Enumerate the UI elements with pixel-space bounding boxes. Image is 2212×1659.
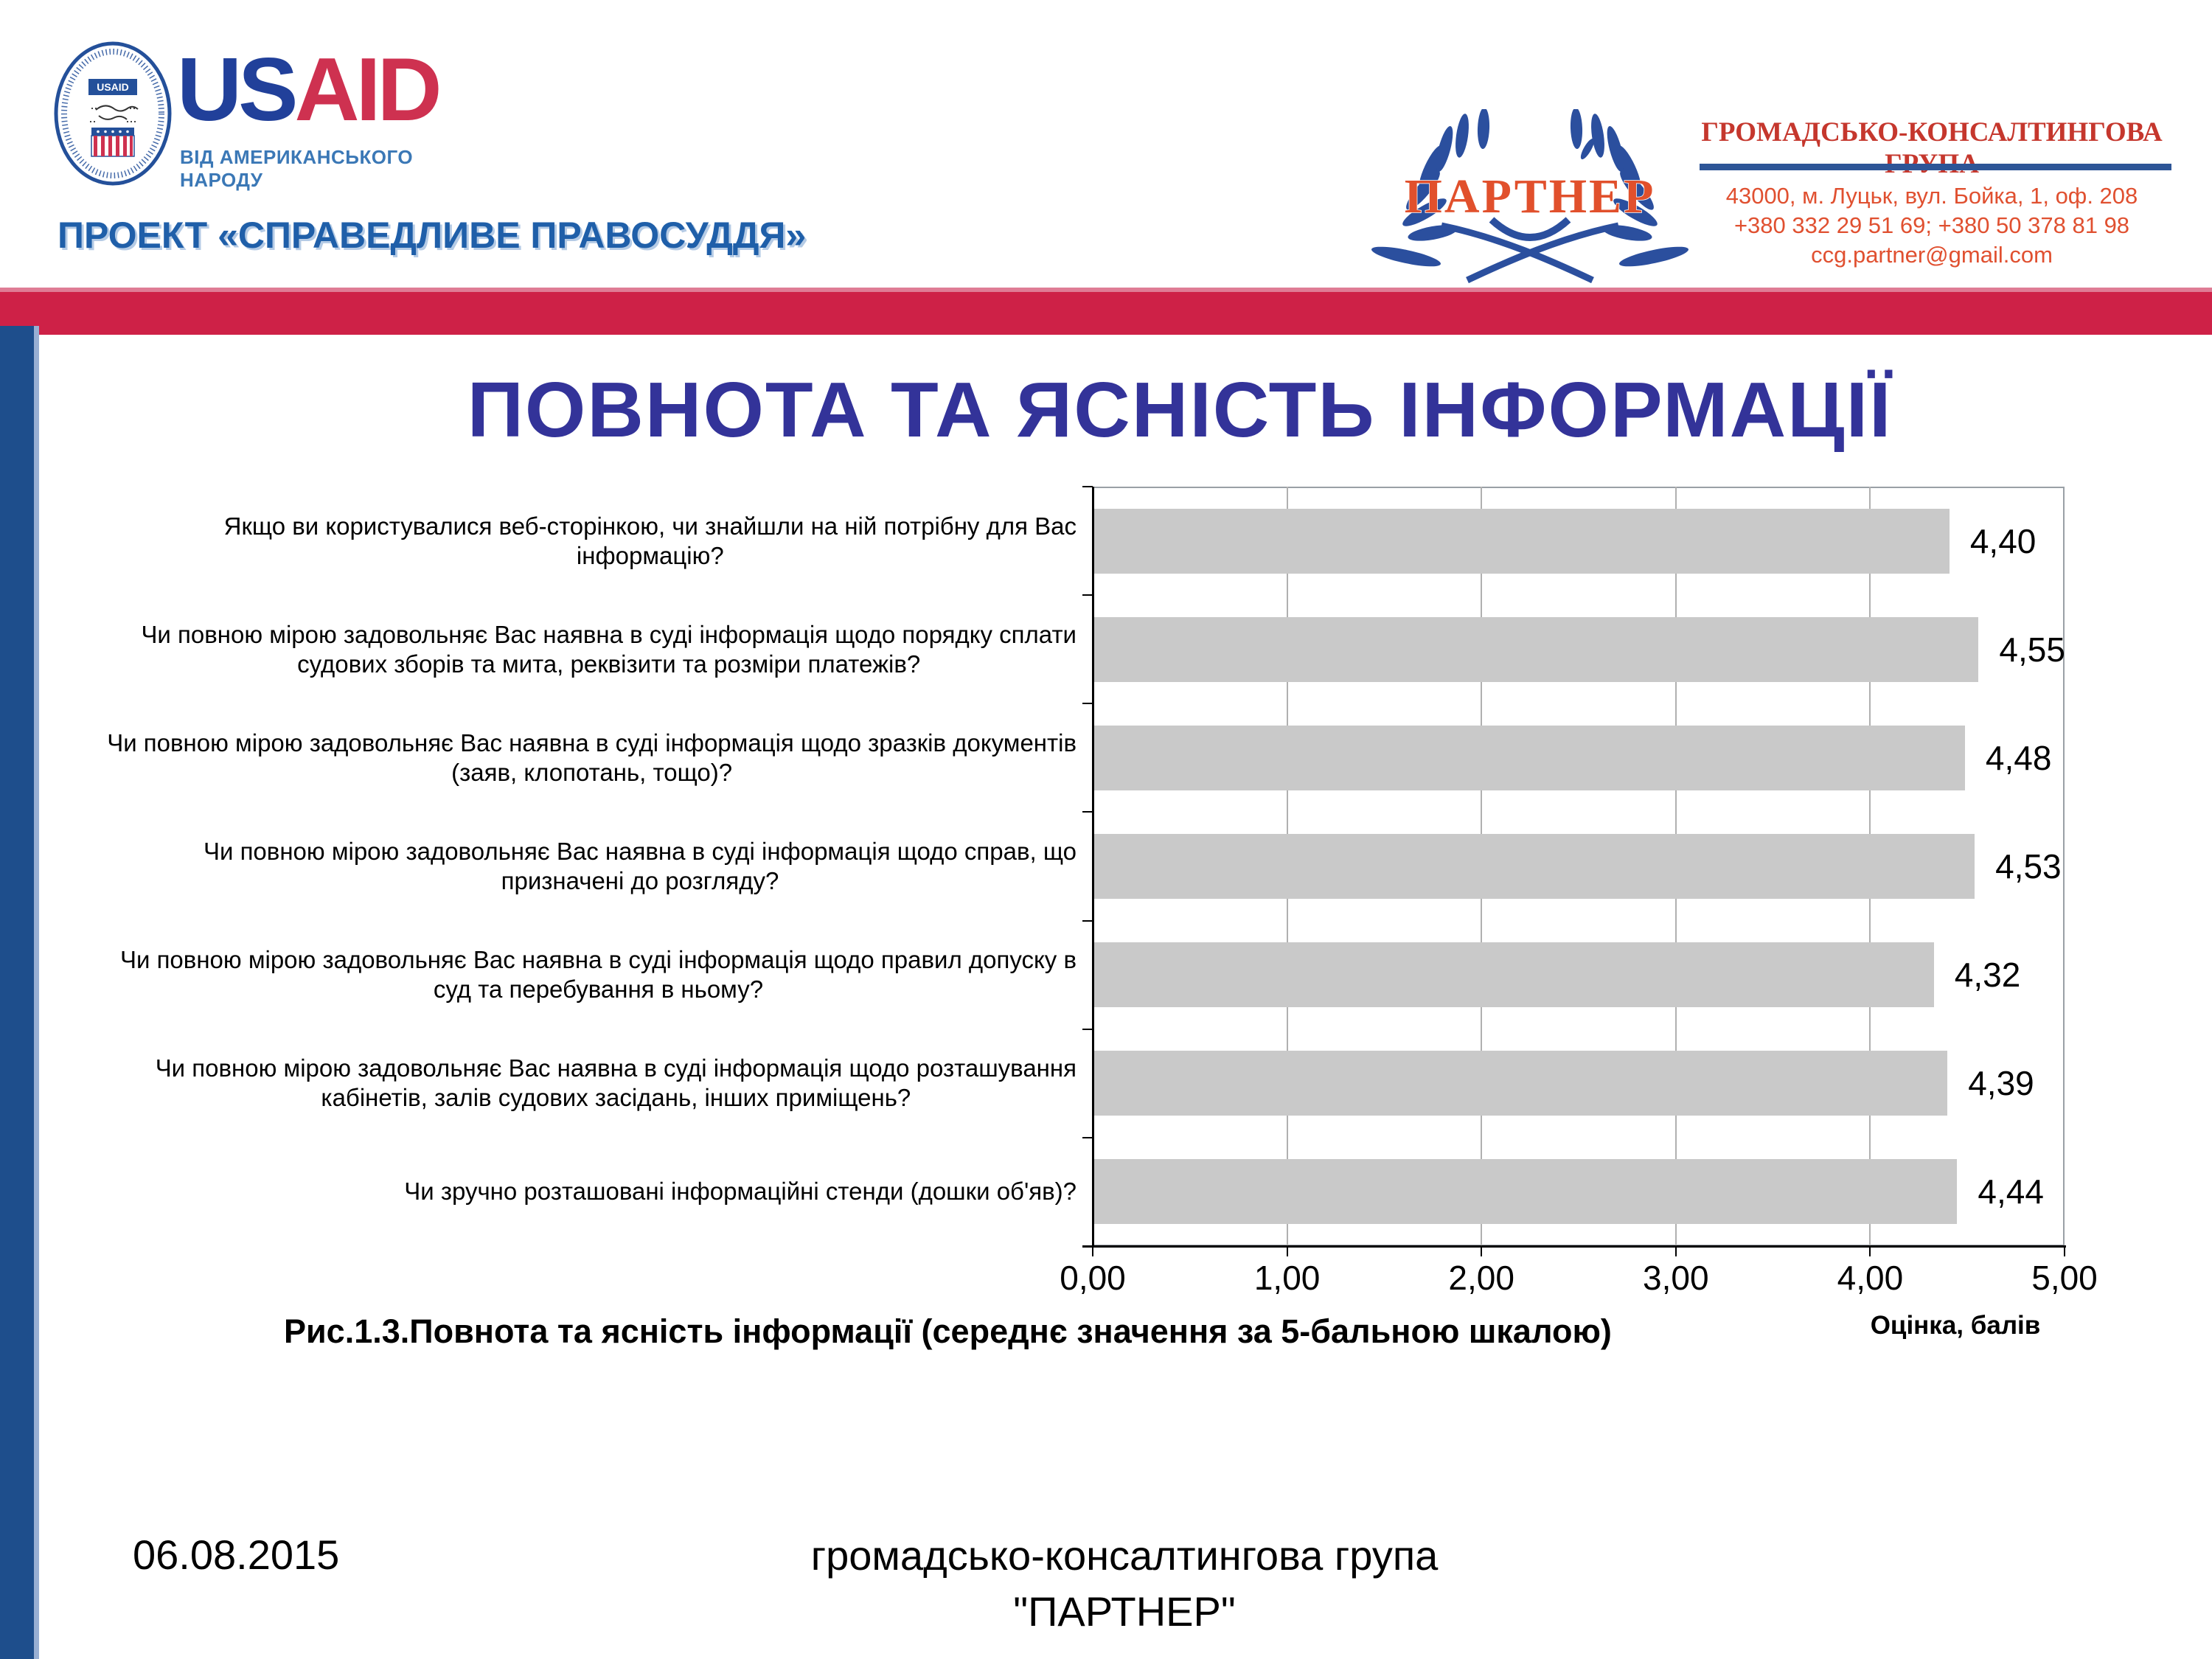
partner-address-line: 43000, м. Луцьк, вул. Бойка, 1, оф. 208	[1725, 183, 2138, 209]
bar	[1094, 942, 1934, 1007]
category-tick	[1082, 486, 1093, 487]
usaid-wordmark-aid: AID	[294, 39, 439, 139]
figure-caption: Рис.1.3.Повнота та ясність інформації (середнє значення за 5-бальною шкалою)	[284, 1312, 1612, 1350]
bar-value-label: 4,40	[1969, 521, 2037, 560]
category-tick	[1082, 1245, 1093, 1247]
category-label: Чи повною мірою задовольняє Вас наявна в суді інформація щодо розташування кабінетів, залів судових засідань, інших приміщень?	[155, 1054, 1077, 1112]
usaid-wordmark-us: US	[177, 39, 295, 139]
x-tick-label: 3,00	[1643, 1259, 1709, 1297]
x-tick-label: 1,00	[1253, 1259, 1321, 1297]
page-title: ПОВНОТА ТА ЯСНІСТЬ ІНФОРМАЦІЇ	[467, 366, 1893, 453]
category-tick	[1082, 920, 1093, 922]
bar-value-label: 4,48	[1985, 738, 2052, 777]
x-axis-tick	[1869, 1246, 1871, 1256]
category-tick	[1082, 703, 1093, 704]
bar-value-label: 4,44	[1978, 1172, 2044, 1211]
footer-org-line2: "ПАРТНЕР"	[1013, 1588, 1236, 1635]
bar-value-label: 4,53	[1995, 846, 2062, 886]
bar	[1094, 834, 1975, 899]
bar-value-label: 4,55	[1999, 630, 2065, 669]
category-tick	[1082, 811, 1093, 813]
bar	[1094, 617, 1978, 682]
x-axis-line	[1082, 1245, 2066, 1248]
category-label: Чи повною мірою задовольняє Вас наявна в суді інформація щодо порядку сплати судових зборів та мита, реквізити та розміри платежів?	[141, 620, 1077, 678]
x-axis-tick	[1092, 1246, 1093, 1256]
project-title: ПРОЕКТ «СПРАВЕДЛИВЕ ПРАВОСУДДЯ»	[58, 215, 807, 256]
category-tick	[1082, 1137, 1093, 1138]
category-label: Чи повною мірою задовольняє Вас наявна в суді інформація щодо справ, що призначені до розгляду?	[203, 837, 1077, 894]
x-axis-tick	[1675, 1246, 1677, 1256]
footer-organization	[700, 1528, 1548, 1640]
x-axis-title: Оцінка, балів	[1870, 1311, 2041, 1340]
x-axis-tick	[2064, 1246, 2065, 1256]
category-tick	[1082, 1029, 1093, 1030]
x-tick-label: 0,00	[1060, 1259, 1126, 1297]
x-tick-label: 4,00	[1837, 1259, 1904, 1297]
bar	[1094, 726, 1965, 790]
x-axis-tick	[1481, 1246, 1482, 1256]
bar	[1094, 509, 1950, 574]
bar-value-label: 4,39	[1968, 1064, 2034, 1103]
partner-phones-line: +380 332 29 51 69; +380 50 378 81 98	[1733, 212, 2130, 238]
category-label: Чи зручно розташовані інформаційні стенди (дошки об'яв)?	[404, 1178, 1077, 1206]
footer-org-line1: громадсько-консалтингова група	[810, 1532, 1439, 1579]
partner-group-title: ГРОМАДСЬКО-КОНСАЛТИНГОВА	[1701, 117, 2163, 147]
category-label: Чи повною мірою задовольняє Вас наявна в суді інформація щодо правил допуску в суд та перебування в ньому?	[119, 946, 1077, 1004]
category-tick	[1082, 594, 1093, 596]
usaid-tagline: ВІД АМЕРИКАНСЬКОГО НАРОДУ	[180, 146, 414, 191]
partner-email-link[interactable]: ccg.partner@gmail.com	[1811, 242, 2053, 268]
x-tick-label: 5,00	[2031, 1259, 2098, 1297]
bar	[1094, 1051, 1947, 1116]
category-label: Якщо ви користувалися веб-сторінкою, чи знайшли на ній потрібну для Вас інформацію?	[223, 512, 1077, 569]
x-tick-label: 2,00	[1448, 1259, 1514, 1297]
bar-value-label: 4,32	[1954, 956, 2021, 995]
bar	[1094, 1159, 1957, 1224]
partner-logo-text: ПАРТНЕР	[1404, 170, 1656, 223]
svg-text:USAID: USAID	[97, 81, 129, 93]
footer-date: 06.08.2015	[133, 1531, 340, 1578]
category-label: Чи повною мірою задовольняє Вас наявна в суді інформація щодо зразків документів (заяв, клопотань, тощо)?	[107, 728, 1077, 786]
x-axis-tick	[1287, 1246, 1288, 1256]
